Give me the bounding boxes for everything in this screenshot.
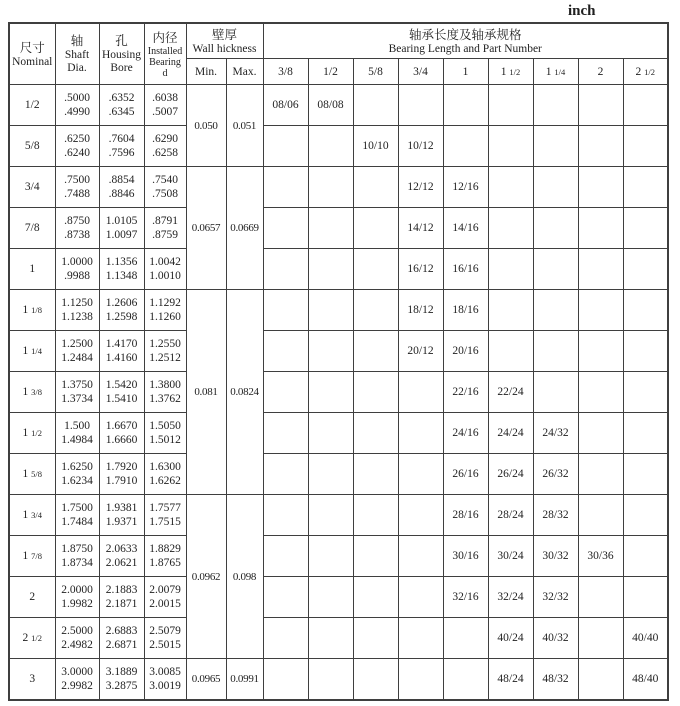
housing-bore-cell: 2.1883 2.1871 xyxy=(99,577,144,618)
part-number-cell: 28/24 xyxy=(488,495,533,536)
part-number-cell: 14/16 xyxy=(443,208,488,249)
part-number-cell: 32/16 xyxy=(443,577,488,618)
part-number-cell xyxy=(263,249,308,290)
part-number-cell: 30/24 xyxy=(488,536,533,577)
shaft-label-zh: 轴 xyxy=(70,34,84,48)
table-row xyxy=(9,126,668,167)
part-number-cell xyxy=(623,495,668,536)
col-header-max: Max. xyxy=(226,59,263,85)
wall-label-en: Wall hickness xyxy=(192,42,257,55)
wall-label-zh: 壁厚 xyxy=(211,27,237,42)
part-number-cell: 30/16 xyxy=(443,536,488,577)
part-number-cell xyxy=(488,167,533,208)
bearing-label-en-3: d xyxy=(162,67,168,79)
part-number-cell xyxy=(308,618,353,659)
shaft-dia-cell: 1.1250 1.1238 xyxy=(55,290,99,331)
wall-max-cell: 0.0991 xyxy=(226,659,263,701)
part-number-cell: 48/40 xyxy=(623,659,668,701)
part-number-cell: 48/24 xyxy=(488,659,533,701)
part-number-cell xyxy=(623,167,668,208)
part-number-cell: 40/40 xyxy=(623,618,668,659)
installed-bearing-cell: .6038 .5007 xyxy=(144,85,186,126)
housing-bore-cell: .6352 .6345 xyxy=(99,85,144,126)
part-number-cell xyxy=(398,85,443,126)
part-number-cell: 26/32 xyxy=(533,454,578,495)
part-number-cell xyxy=(263,495,308,536)
installed-bearing-cell: 1.8829 1.8765 xyxy=(144,536,186,577)
part-group-label-zh: 轴承长度及轴承规格 xyxy=(408,27,522,42)
shaft-dia-cell: 3.0000 2.9982 xyxy=(55,659,99,701)
part-number-cell xyxy=(623,290,668,331)
part-number-cell xyxy=(578,208,623,249)
housing-label-en-2: Bore xyxy=(110,62,133,74)
part-number-cell: 14/12 xyxy=(398,208,443,249)
table-row xyxy=(9,618,668,659)
part-number-cell xyxy=(623,249,668,290)
housing-bore-cell: 1.1356 1.1348 xyxy=(99,249,144,290)
installed-bearing-cell: 1.2550 1.2512 xyxy=(144,331,186,372)
part-number-cell: 30/36 xyxy=(578,536,623,577)
col-header-part-number-group xyxy=(263,23,668,59)
part-number-cell: 08/08 xyxy=(308,85,353,126)
part-number-cell xyxy=(488,85,533,126)
housing-bore-cell: 3.1889 3.2875 xyxy=(99,659,144,701)
housing-bore-cell: 1.5420 1.5410 xyxy=(99,372,144,413)
shaft-label-en-1: Shaft xyxy=(64,49,90,61)
installed-bearing-cell: 1.6300 1.6262 xyxy=(144,454,186,495)
part-number-cell xyxy=(398,577,443,618)
part-number-cell xyxy=(578,85,623,126)
shaft-dia-cell: .5000 .4990 xyxy=(55,85,99,126)
installed-bearing-cell: 2.5079 2.5015 xyxy=(144,618,186,659)
housing-bore-cell: 2.6883 2.6871 xyxy=(99,618,144,659)
table-row xyxy=(9,331,668,372)
installed-bearing-cell: 1.1292 1.1260 xyxy=(144,290,186,331)
part-number-cell xyxy=(353,249,398,290)
wall-max-cell: 0.051 xyxy=(226,85,263,167)
part-number-cell xyxy=(398,372,443,413)
part-number-cell: 24/32 xyxy=(533,413,578,454)
part-number-cell: 12/12 xyxy=(398,167,443,208)
table-row xyxy=(9,290,668,331)
wall-max-cell: 0.098 xyxy=(226,495,263,659)
part-number-cell xyxy=(623,126,668,167)
part-number-cell xyxy=(488,331,533,372)
part-number-cell xyxy=(308,454,353,495)
part-number-cell xyxy=(353,331,398,372)
part-number-cell xyxy=(578,659,623,701)
part-number-cell xyxy=(578,126,623,167)
housing-bore-cell: 1.0105 1.0097 xyxy=(99,208,144,249)
col-header-length-2: 2 xyxy=(578,59,623,85)
part-number-cell xyxy=(488,290,533,331)
part-number-cell xyxy=(578,577,623,618)
installed-bearing-cell: 1.3800 1.3762 xyxy=(144,372,186,413)
part-number-cell: 26/16 xyxy=(443,454,488,495)
part-number-cell xyxy=(533,167,578,208)
part-number-cell xyxy=(443,126,488,167)
table-row xyxy=(9,454,668,495)
nominal-label-en: Nominal xyxy=(12,55,53,68)
unit-label: inch xyxy=(568,3,596,19)
part-number-cell xyxy=(263,413,308,454)
part-number-cell xyxy=(308,249,353,290)
part-number-cell xyxy=(578,495,623,536)
part-number-cell xyxy=(623,372,668,413)
col-header-length-1-1-2: 1 1/2 xyxy=(488,59,533,85)
housing-label-zh: 孔 xyxy=(115,34,128,48)
nominal-cell: 1 1/4 xyxy=(9,331,55,372)
shaft-dia-cell: .6250 .6240 xyxy=(55,126,99,167)
nominal-cell: 1 1/2 xyxy=(9,413,55,454)
part-number-cell: 12/16 xyxy=(443,167,488,208)
part-number-cell xyxy=(353,85,398,126)
part-number-cell xyxy=(623,577,668,618)
installed-bearing-cell: 1.5050 1.5012 xyxy=(144,413,186,454)
part-number-cell xyxy=(263,577,308,618)
shaft-dia-cell: 1.2500 1.2484 xyxy=(55,331,99,372)
part-number-cell xyxy=(443,618,488,659)
part-number-cell xyxy=(308,208,353,249)
housing-bore-cell: 1.6670 1.6660 xyxy=(99,413,144,454)
installed-bearing-cell: .8791 .8759 xyxy=(144,208,186,249)
part-number-cell: 22/16 xyxy=(443,372,488,413)
part-number-cell xyxy=(578,290,623,331)
table-row xyxy=(9,577,668,618)
housing-bore-cell: 2.0633 2.0621 xyxy=(99,536,144,577)
nominal-cell: 7/8 xyxy=(9,208,55,249)
col-header-wall-thickness xyxy=(186,23,263,59)
part-number-cell xyxy=(578,249,623,290)
bearing-label-zh: 内径 xyxy=(152,30,178,45)
housing-bore-cell: 1.9381 1.9371 xyxy=(99,495,144,536)
header-row-top xyxy=(9,23,668,59)
part-number-cell xyxy=(533,372,578,413)
part-number-cell xyxy=(308,372,353,413)
part-number-cell xyxy=(623,413,668,454)
nominal-cell: 1/2 xyxy=(9,85,55,126)
part-number-cell: 20/16 xyxy=(443,331,488,372)
shaft-dia-cell: 1.0000 .9988 xyxy=(55,249,99,290)
part-number-cell: 18/16 xyxy=(443,290,488,331)
part-number-cell xyxy=(443,659,488,701)
part-number-cell: 28/32 xyxy=(533,495,578,536)
part-number-cell xyxy=(488,126,533,167)
part-number-cell: 32/24 xyxy=(488,577,533,618)
part-number-cell xyxy=(398,659,443,701)
part-number-cell xyxy=(308,126,353,167)
nominal-cell: 1 3/4 xyxy=(9,495,55,536)
part-number-cell xyxy=(263,659,308,701)
wall-min-cell: 0.081 xyxy=(186,290,226,495)
part-number-cell xyxy=(623,208,668,249)
shaft-dia-cell: 1.8750 1.8734 xyxy=(55,536,99,577)
table-row xyxy=(9,495,668,536)
nominal-cell: 1 xyxy=(9,249,55,290)
col-header-min: Min. xyxy=(186,59,226,85)
part-number-cell xyxy=(398,618,443,659)
part-number-cell xyxy=(263,208,308,249)
bearing-label-en-1: Installed xyxy=(147,45,183,57)
col-header-length-2-1-2: 2 1/2 xyxy=(623,59,668,85)
wall-min-cell: 0.0965 xyxy=(186,659,226,701)
part-number-cell xyxy=(353,208,398,249)
table-row xyxy=(9,167,668,208)
shaft-label-en-2: Dia. xyxy=(67,62,87,74)
part-number-cell: 22/24 xyxy=(488,372,533,413)
part-number-cell xyxy=(308,413,353,454)
part-number-cell xyxy=(443,85,488,126)
col-header-installed-bearing xyxy=(144,23,186,85)
installed-bearing-cell: .6290 .6258 xyxy=(144,126,186,167)
part-number-cell xyxy=(263,618,308,659)
part-number-cell xyxy=(308,290,353,331)
part-number-cell xyxy=(488,208,533,249)
wall-min-cell: 0.0962 xyxy=(186,495,226,659)
nominal-cell: 1 1/8 xyxy=(9,290,55,331)
part-number-cell xyxy=(533,290,578,331)
nominal-cell: 3 xyxy=(9,659,55,701)
bearing-label-en-2: Bearing xyxy=(149,56,181,68)
part-number-cell: 10/10 xyxy=(353,126,398,167)
shaft-dia-cell: 1.6250 1.6234 xyxy=(55,454,99,495)
col-header-length-5-8: 5/8 xyxy=(353,59,398,85)
installed-bearing-cell: 1.0042 1.0010 xyxy=(144,249,186,290)
installed-bearing-cell: 3.0085 3.0019 xyxy=(144,659,186,701)
nominal-cell: 2 1/2 xyxy=(9,618,55,659)
part-number-cell xyxy=(353,618,398,659)
part-number-cell: 32/32 xyxy=(533,577,578,618)
part-number-cell xyxy=(263,126,308,167)
part-number-cell xyxy=(398,413,443,454)
shaft-dia-cell: .7500 .7488 xyxy=(55,167,99,208)
part-number-cell: 28/16 xyxy=(443,495,488,536)
nominal-label-zh: 尺寸 xyxy=(19,40,45,55)
col-header-housing xyxy=(99,23,144,85)
part-number-cell xyxy=(533,208,578,249)
part-number-cell xyxy=(308,577,353,618)
wall-max-cell: 0.0669 xyxy=(226,167,263,290)
part-number-cell xyxy=(488,249,533,290)
housing-bore-cell: 1.2606 1.2598 xyxy=(99,290,144,331)
shaft-dia-cell: 2.5000 2.4982 xyxy=(55,618,99,659)
housing-bore-cell: .7604 .7596 xyxy=(99,126,144,167)
part-number-cell: 30/32 xyxy=(533,536,578,577)
part-number-cell xyxy=(353,413,398,454)
table-row xyxy=(9,85,668,126)
table-row xyxy=(9,413,668,454)
housing-bore-cell: 1.4170 1.4160 xyxy=(99,331,144,372)
wall-min-cell: 0.0657 xyxy=(186,167,226,290)
nominal-cell: 1 7/8 xyxy=(9,536,55,577)
col-header-length-1-1-4: 1 1/4 xyxy=(533,59,578,85)
nominal-cell: 5/8 xyxy=(9,126,55,167)
part-number-cell xyxy=(263,372,308,413)
part-number-cell xyxy=(623,454,668,495)
part-number-cell xyxy=(353,454,398,495)
part-number-cell: 26/24 xyxy=(488,454,533,495)
part-number-cell: 40/32 xyxy=(533,618,578,659)
part-number-cell xyxy=(308,536,353,577)
part-number-cell xyxy=(353,495,398,536)
part-number-cell xyxy=(263,331,308,372)
part-number-cell xyxy=(578,331,623,372)
part-number-cell xyxy=(578,454,623,495)
part-number-cell xyxy=(533,85,578,126)
part-number-cell xyxy=(263,167,308,208)
part-number-cell xyxy=(623,331,668,372)
part-number-cell xyxy=(308,495,353,536)
shaft-dia-cell: 2.0000 1.9982 xyxy=(55,577,99,618)
part-number-cell xyxy=(578,167,623,208)
bearing-spec-table xyxy=(8,22,669,701)
part-number-cell xyxy=(263,290,308,331)
nominal-cell: 1 3/8 xyxy=(9,372,55,413)
part-number-cell xyxy=(578,413,623,454)
wall-min-cell: 0.050 xyxy=(186,85,226,167)
part-number-cell xyxy=(578,372,623,413)
col-header-length-3-8: 3/8 xyxy=(263,59,308,85)
shaft-dia-cell: .8750 .8738 xyxy=(55,208,99,249)
part-number-cell xyxy=(353,372,398,413)
part-number-cell xyxy=(398,495,443,536)
table-row xyxy=(9,208,668,249)
col-header-nominal xyxy=(9,23,55,85)
table-row xyxy=(9,659,668,701)
col-header-length-1: 1 xyxy=(443,59,488,85)
installed-bearing-cell: .7540 .7508 xyxy=(144,167,186,208)
part-number-cell xyxy=(623,536,668,577)
part-number-cell: 08/06 xyxy=(263,85,308,126)
table-row xyxy=(9,536,668,577)
part-number-cell xyxy=(263,536,308,577)
part-number-cell xyxy=(308,167,353,208)
part-number-cell: 10/12 xyxy=(398,126,443,167)
installed-bearing-cell: 2.0079 2.0015 xyxy=(144,577,186,618)
wall-max-cell: 0.0824 xyxy=(226,290,263,495)
installed-bearing-cell: 1.7577 1.7515 xyxy=(144,495,186,536)
part-number-cell: 16/12 xyxy=(398,249,443,290)
part-number-cell xyxy=(353,167,398,208)
part-number-cell: 24/16 xyxy=(443,413,488,454)
part-number-cell xyxy=(623,85,668,126)
housing-bore-cell: 1.7920 1.7910 xyxy=(99,454,144,495)
part-number-cell xyxy=(533,331,578,372)
part-number-cell xyxy=(398,536,443,577)
part-number-cell xyxy=(353,536,398,577)
part-number-cell: 18/12 xyxy=(398,290,443,331)
part-number-cell xyxy=(353,659,398,701)
shaft-dia-cell: 1.7500 1.7484 xyxy=(55,495,99,536)
part-number-cell xyxy=(353,577,398,618)
col-header-shaft xyxy=(55,23,99,85)
part-number-cell xyxy=(308,659,353,701)
part-number-cell xyxy=(578,618,623,659)
part-number-cell: 40/24 xyxy=(488,618,533,659)
part-number-cell xyxy=(263,454,308,495)
part-number-cell xyxy=(533,249,578,290)
housing-bore-cell: .8854 .8846 xyxy=(99,167,144,208)
shaft-dia-cell: 1.3750 1.3734 xyxy=(55,372,99,413)
part-group-label-en: Bearing Length and Part Number xyxy=(388,42,542,55)
table-row xyxy=(9,372,668,413)
nominal-cell: 1 5/8 xyxy=(9,454,55,495)
part-number-cell: 16/16 xyxy=(443,249,488,290)
table-row xyxy=(9,249,668,290)
part-number-cell xyxy=(308,331,353,372)
col-header-length-3-4: 3/4 xyxy=(398,59,443,85)
nominal-cell: 3/4 xyxy=(9,167,55,208)
col-header-length-1-2: 1/2 xyxy=(308,59,353,85)
part-number-cell xyxy=(353,290,398,331)
nominal-cell: 2 xyxy=(9,577,55,618)
part-number-cell: 48/32 xyxy=(533,659,578,701)
part-number-cell xyxy=(533,126,578,167)
housing-label-en-1: Housing xyxy=(102,49,141,61)
part-number-cell: 24/24 xyxy=(488,413,533,454)
part-number-cell: 20/12 xyxy=(398,331,443,372)
part-number-cell xyxy=(398,454,443,495)
shaft-dia-cell: 1.500 1.4984 xyxy=(55,413,99,454)
